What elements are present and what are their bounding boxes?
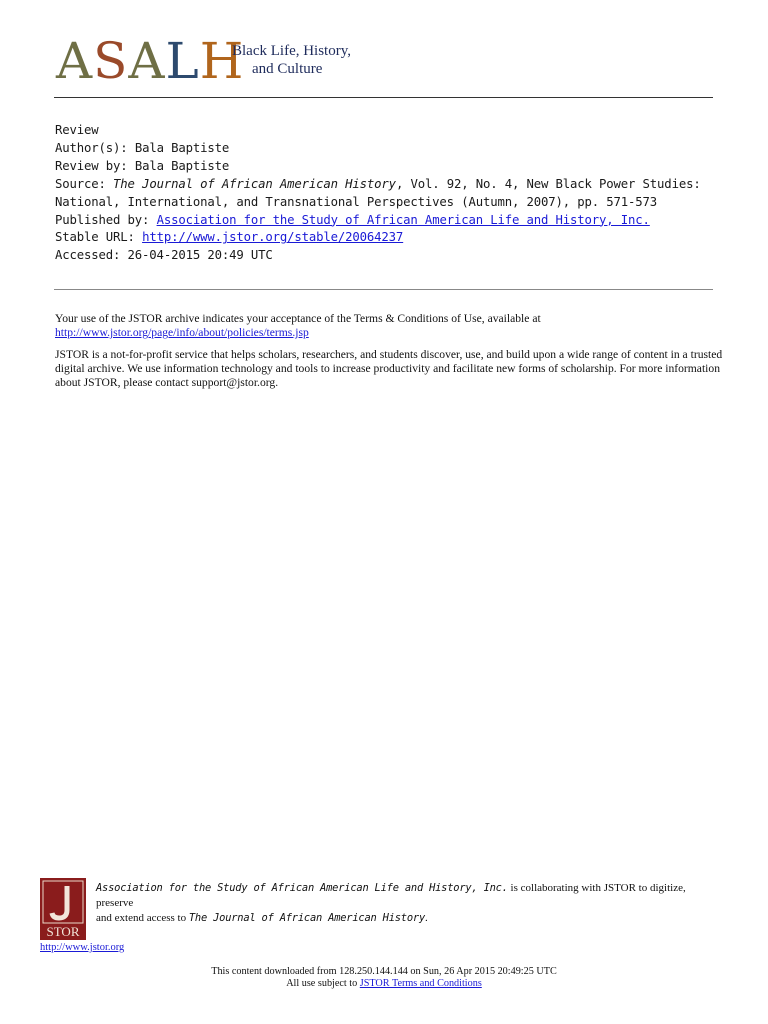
collab-text-2: and extend access to <box>96 912 189 924</box>
tagline-line-1: Black Life, History, <box>232 43 351 59</box>
authors-value: Bala Baptiste <box>134 140 230 155</box>
source-label: Source: <box>55 176 106 191</box>
review-by-label: Review by: <box>55 158 128 173</box>
logo-tagline <box>232 42 351 78</box>
terms-block <box>55 312 725 398</box>
collaboration-note <box>96 881 716 926</box>
section-divider <box>54 289 713 290</box>
authors-label: Author(s): <box>55 140 128 155</box>
published-by-line <box>55 212 715 230</box>
authors-line <box>55 140 715 158</box>
terms-conditions-link[interactable]: JSTOR Terms and Conditions <box>359 978 482 989</box>
source-details: , Vol. 92, No. 4, New Black Power Studies: <box>395 176 701 191</box>
terms-paragraph <box>55 312 725 340</box>
accessed-value: 26-04-2015 20:49 UTC <box>127 248 273 263</box>
logo-letter: L <box>165 32 200 90</box>
citation-block <box>55 122 715 265</box>
collab-end: . <box>425 912 428 924</box>
jstor-logo-text: STOR <box>46 924 80 939</box>
source-journal: The Journal of African American History <box>113 176 396 191</box>
stable-url-label: Stable URL: <box>55 230 135 245</box>
jstor-about-paragraph: JSTOR is a not-for-profit service that helps scholars, researchers, and students discover, use, and build upon a wide range of content in a trusted digital archive. We use information technology and tools to increase productivity and facilitate new forms of scholarship. For more information about JSTOR, please contact support@jstor.org. <box>55 348 723 389</box>
source-line <box>55 176 715 194</box>
subject-prefix: All use subject to <box>286 978 360 989</box>
asalh-logo <box>56 32 376 92</box>
accessed-line <box>55 247 715 265</box>
publisher-link[interactable]: Association for the Study of African American Life and History, Inc. <box>156 212 650 227</box>
jstor-logo[interactable] <box>40 878 86 940</box>
logo-letter: S <box>93 32 129 90</box>
stable-url-line <box>55 229 715 247</box>
logo-letter: A <box>128 32 166 90</box>
terms-text: Your use of the JSTOR archive indicates your acceptance of the Terms & Conditions of Use, available at <box>55 312 541 325</box>
terms-link[interactable]: http://www.jstor.org/page/info/about/policies/terms.jsp <box>55 326 309 339</box>
stable-url-link[interactable]: http://www.jstor.org/stable/20064237 <box>142 230 404 245</box>
collab-text-1: is collaborating with JSTOR to digitize, preserve <box>96 882 686 909</box>
tagline-line-2: and Culture <box>252 61 323 77</box>
review-by-value: Bala Baptiste <box>134 158 230 173</box>
download-note <box>0 966 768 990</box>
published-by-label: Published by: <box>55 212 150 227</box>
accessed-label: Accessed: <box>55 248 121 263</box>
item-type: Review <box>55 123 99 137</box>
asalh-wordmark <box>56 32 245 90</box>
source-line-2: National, International, and Transnational Perspectives (Autumn, 2007), pp. 571-573 <box>55 194 658 209</box>
logo-letter: A <box>56 32 94 90</box>
jstor-url-link[interactable]: http://www.jstor.org <box>40 942 125 953</box>
review-by-line <box>55 158 715 176</box>
footer-journal: The Journal of African American History <box>188 912 426 924</box>
header-divider <box>54 97 713 98</box>
logo-letter: H <box>199 32 245 90</box>
footer-publisher: Association for the Study of African American Life and History, Inc. <box>96 882 508 894</box>
download-info: This content downloaded from 128.250.144.144 on Sun, 26 Apr 2015 20:49:25 UTC <box>211 966 557 977</box>
